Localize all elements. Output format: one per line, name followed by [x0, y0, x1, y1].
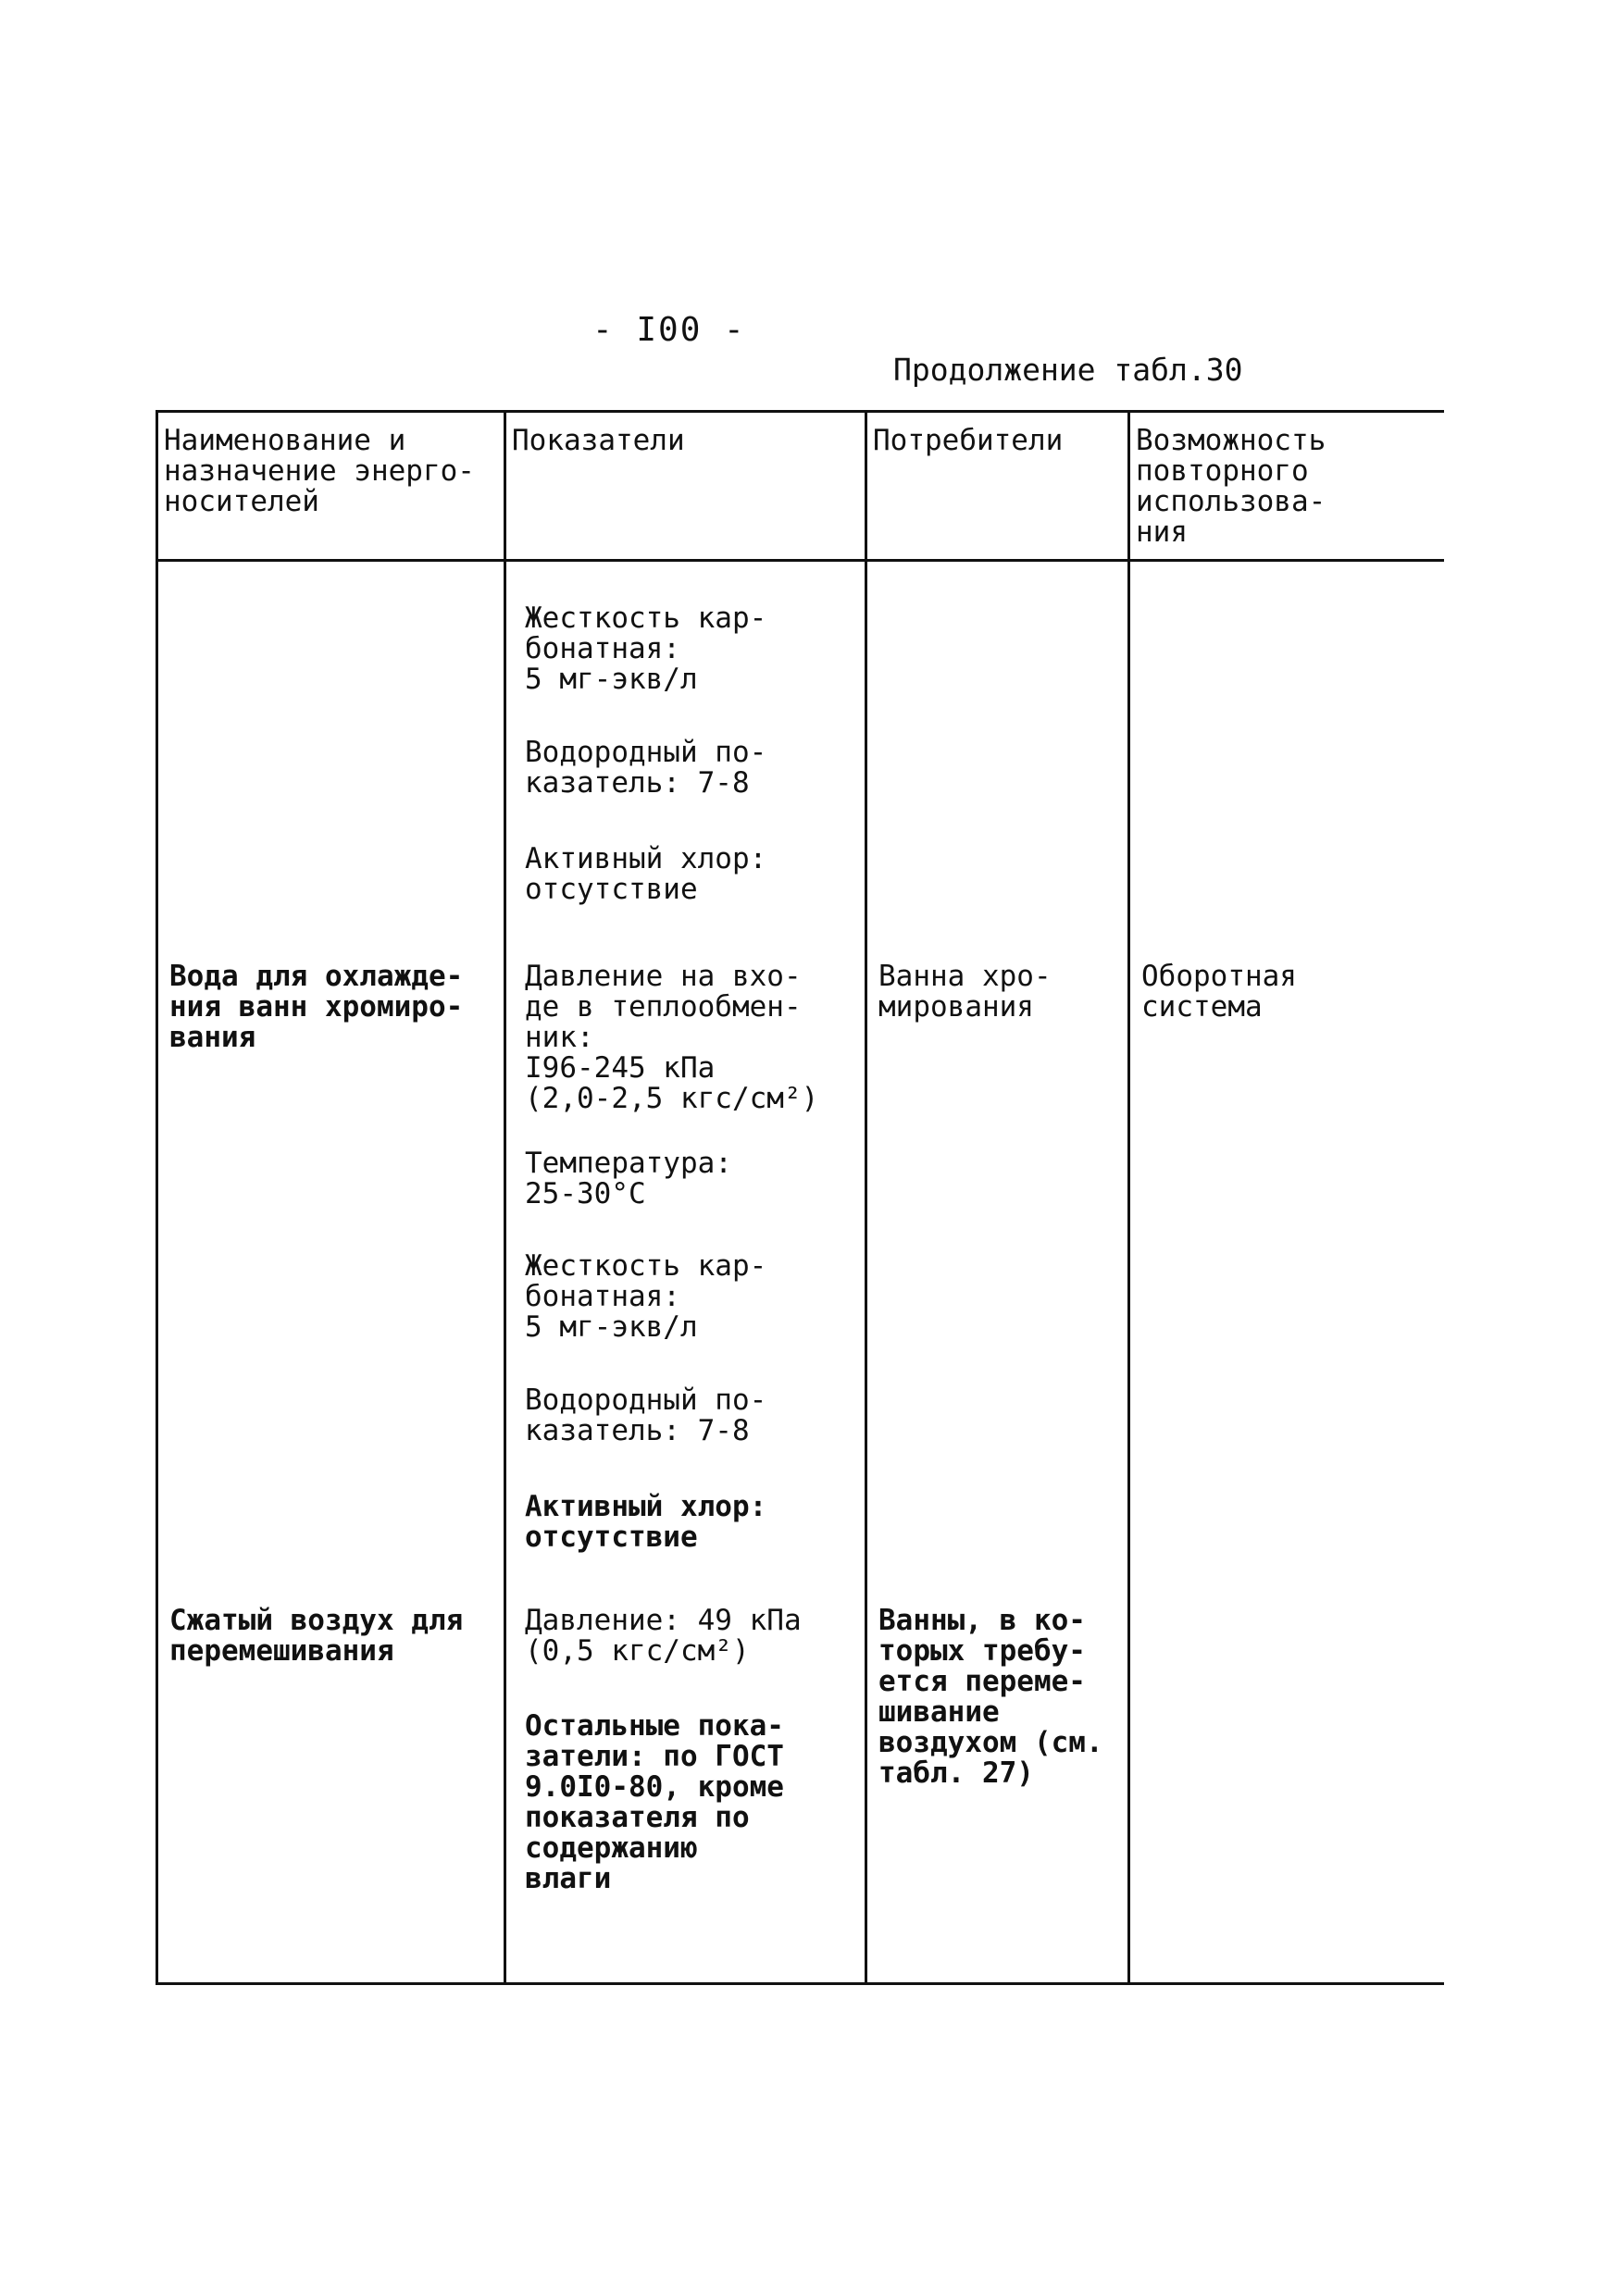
cell-indicators [505, 561, 866, 1984]
indicator-pressure-water: Давление на вхо- де в теплообмен- ник: I96-245 кПа (2,0-2,5 кгс/см²) [525, 960, 819, 1115]
indicator-ph-1: Водородный по- казатель: 7-8 [525, 736, 767, 800]
header-consumers [866, 412, 1129, 561]
header-name-purpose-text: Наименование и назначение энерго- носителей [164, 424, 475, 518]
indicator-chlorine-1: Активный хлор: отсутствие [525, 842, 767, 906]
header-name-purpose [157, 412, 505, 561]
cell-reuse [1129, 561, 1444, 1984]
cell-consumers [866, 561, 1129, 1984]
header-consumers-text: Потребители [873, 424, 1064, 457]
header-indicators-text: Показатели [512, 424, 685, 457]
indicator-hardness-1: Жесткость кар- бонатная: 5 мг-экв/л [525, 602, 767, 696]
indicator-temperature: Температура: 25-30°С [525, 1147, 732, 1210]
table-header-row [157, 412, 1444, 561]
cell-indicators-box [512, 562, 855, 1982]
table-continuation-caption: Продолжение табл.30 [893, 352, 1243, 388]
cell-reuse-box [1136, 562, 1435, 1982]
indicator-chlorine-2: Активный хлор: отсутствие [525, 1490, 767, 1554]
indicator-pressure-air: Давление: 49 кПа (0,5 кгс/см²) [525, 1604, 802, 1668]
page-number: - I00 - [592, 311, 746, 349]
header-indicators [505, 412, 866, 561]
header-reuse-text: Возможность повторного использова- ния [1136, 424, 1326, 549]
indicator-other: Остальные пока- затели: по ГОСТ 9.0I0-80, кроме показателя по содержанию влаги [525, 1709, 784, 1895]
name-compressed-air: Сжатый воздух для перемешивания [169, 1604, 464, 1668]
reuse-circulating-system: Оборотная система [1141, 960, 1297, 1024]
consumer-chrome-bath: Ванна хро- мирования [878, 960, 1052, 1024]
table-body-row [157, 561, 1444, 1984]
energy-carriers-table [156, 410, 1444, 1985]
indicator-ph-2: Водородный по- казатель: 7-8 [525, 1384, 767, 1447]
cell-consumers-box [873, 562, 1118, 1982]
header-reuse [1129, 412, 1444, 561]
cell-names [157, 561, 505, 1984]
name-cooling-water: Вода для охлажде- ния ванн хромиро- вания [169, 960, 464, 1054]
consumer-air-mixing-baths: Ванны, в ко- торых требу- ется переме- шивание воздухом (см. табл. 27) [878, 1604, 1103, 1790]
cell-names-box [164, 562, 494, 1982]
indicator-hardness-2: Жесткость кар- бонатная: 5 мг-экв/л [525, 1249, 767, 1344]
